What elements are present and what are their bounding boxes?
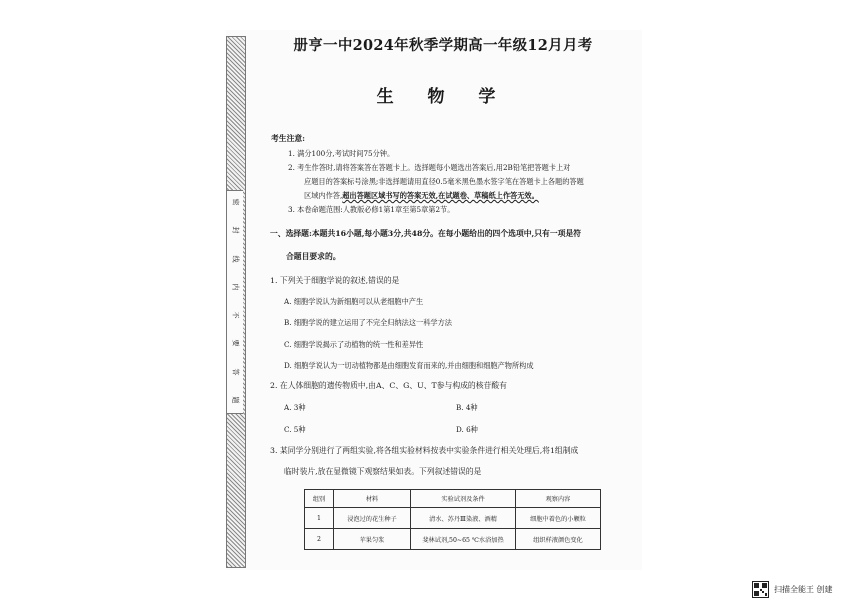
notice-item-2: 2. 考生作答时,请将答案答在答题卡上。选择题每小题选出答案后,用2B铅笔把答题卡上对 — [288, 163, 571, 172]
binding-char: 答 — [231, 368, 239, 376]
question-1-option-d: D. 细胞学说认为一切动植物都是由细胞发育而来的,并由细胞和细胞产物所构成 — [284, 361, 534, 370]
question-1-option-b: B. 细胞学说的建立运用了不完全归纳法这一科学方法 — [284, 318, 452, 327]
table-cell: 苹果匀浆 — [334, 529, 411, 550]
notice-emphasis: 超出答题区域书写的答案无效,在试题卷、草稿纸上作答无效。 — [342, 191, 539, 200]
table-cell: 斐林试剂,50~65 ℃水浴加热 — [411, 529, 516, 550]
table-cell: 清水、苏丹Ⅲ染液、酒精 — [411, 508, 516, 529]
binding-char: 密 — [231, 198, 239, 206]
binding-char: 题 — [231, 396, 239, 404]
binding-char: 内 — [231, 283, 239, 291]
question-1-option-a: A. 细胞学说认为新细胞可以从老细胞中产生 — [284, 297, 424, 306]
table-header: 材料 — [334, 490, 411, 508]
exam-title: 册亨一中2024年秋季学期高一年级12月月考 — [293, 37, 593, 54]
notice-item-1: 1. 满分100分,考试时间75分钟。 — [288, 149, 395, 158]
table-cell: 1 — [305, 508, 334, 529]
notice-heading: 考生注意: — [271, 134, 306, 143]
scanner-watermark: 扫描全能王 创建 — [774, 585, 833, 594]
question-2-option-d: D. 6种 — [456, 425, 478, 434]
question-3-stem: 3. 某同学分别进行了两组实验,将各组实验材料按表中实验条件进行相关处理后,将1组制成 — [270, 446, 579, 455]
binding-char: 不 — [231, 311, 239, 319]
question-2-option-b: B. 4种 — [456, 403, 478, 412]
notice-item-2-cont-last — [304, 191, 539, 200]
table-header: 观察内容 — [516, 490, 601, 508]
question-2-option-a: A. 3种 — [284, 403, 306, 412]
table-cell: 组织样液颜色变化 — [516, 529, 601, 550]
table-row — [305, 508, 601, 529]
binding-char: 线 — [231, 255, 239, 263]
section-heading-cont: 合题目要求的。 — [286, 252, 341, 261]
binding-char: 封 — [231, 226, 239, 234]
notice-item-3: 3. 本卷命题范围:人教版必修1第1章至第5章第2节。 — [288, 205, 455, 214]
notice-item-2-cont: 应题目的答案标号涂黑;非选择题请用直径0.5毫米黑色墨水签字笔在答题卡上各题的答题 — [304, 177, 584, 186]
section-heading: 一、选择题:本题共16小题,每小题3分,共48分。在每小题给出的四个选项中,只有一项是符 — [270, 229, 582, 238]
table-header: 组别 — [305, 490, 334, 508]
question-2-stem: 2. 在人体细胞的遗传物质中,由A、C、G、U、T参与构成的核苷酸有 — [270, 381, 507, 390]
experiment-table — [304, 489, 601, 550]
question-1-option-c: C. 细胞学说揭示了动植物的统一性和差异性 — [284, 340, 424, 349]
table-cell: 细胞中着色的小颗粒 — [516, 508, 601, 529]
notice-text: 区域内作答, — [304, 191, 343, 200]
table-header: 实验试剂及条件 — [411, 490, 516, 508]
question-1-stem: 1. 下列关于细胞学说的叙述,错误的是 — [270, 276, 400, 285]
table-header-row — [305, 490, 601, 508]
question-3-stem-cont: 临时装片,放在显微镜下观察结果如表。下列叙述错误的是 — [284, 467, 482, 476]
question-2-option-c: C. 5种 — [284, 425, 306, 434]
subject-title: 生 物 学 — [376, 87, 510, 107]
binding-char: 要 — [231, 339, 239, 347]
binding-label — [227, 198, 243, 404]
table-cell: 浸泡过的花生种子 — [334, 508, 411, 529]
qr-code-icon — [752, 581, 769, 598]
table-cell: 2 — [305, 529, 334, 550]
table-row — [305, 529, 601, 550]
